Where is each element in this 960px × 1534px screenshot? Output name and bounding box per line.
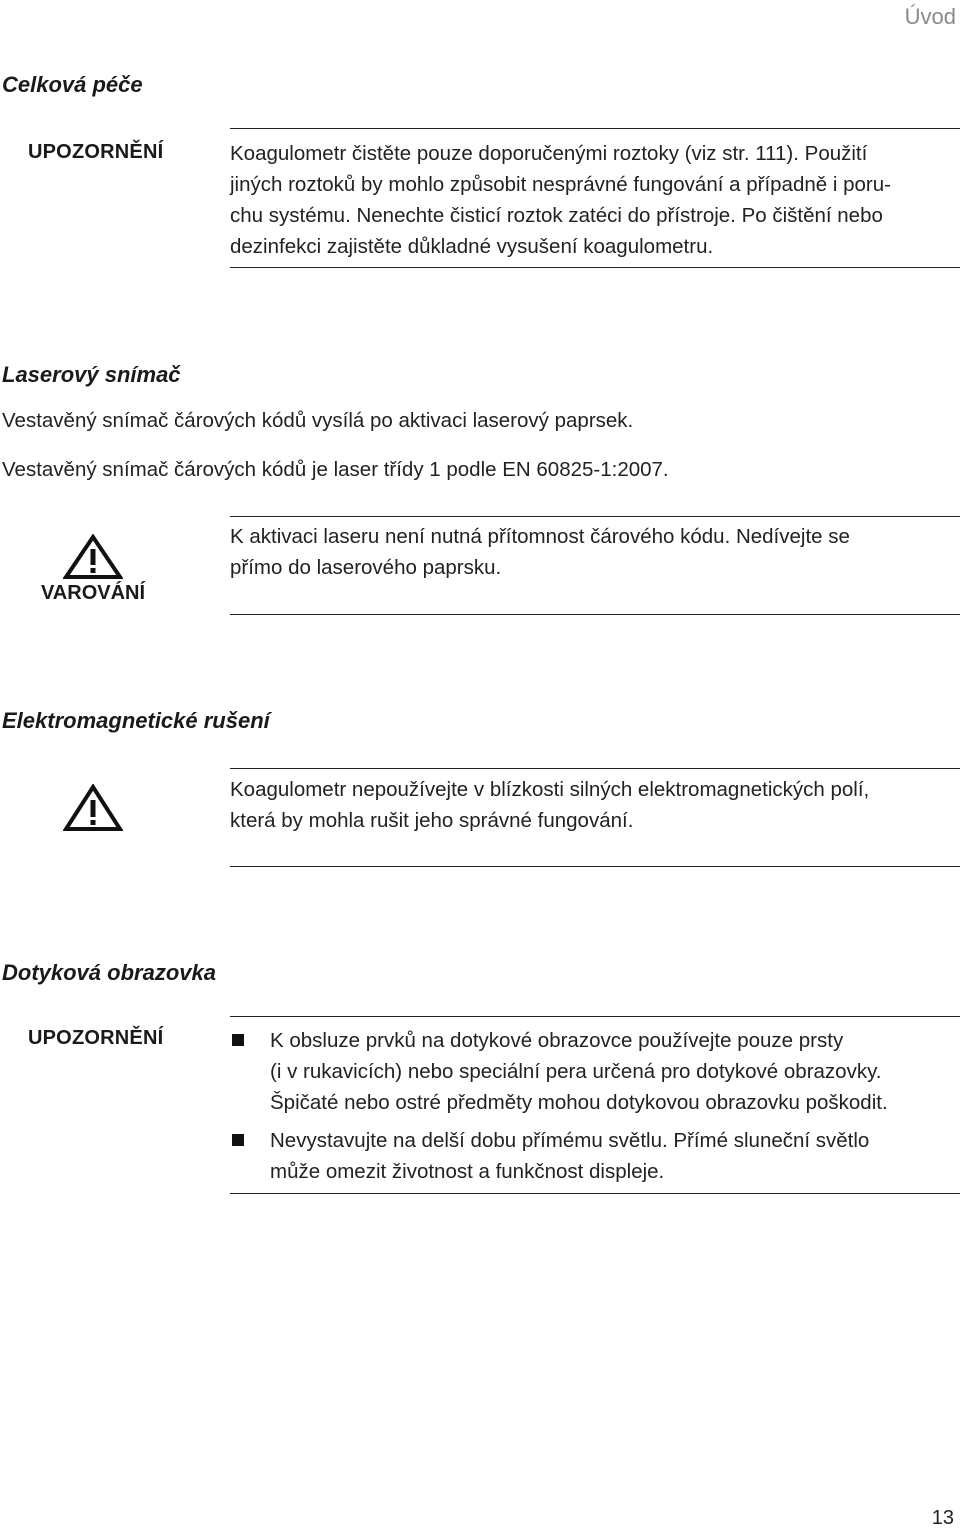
text-line: přímo do laserového paprsku.: [230, 556, 502, 579]
page-number: 13: [931, 1507, 954, 1529]
text-line: Nevystavujte na delší dobu přímému světlu. Přímé sluneční světlo: [270, 1129, 870, 1152]
text-line: chu systému. Nenechte čisticí roztok zatéci do přístroje. Po čištění nebo: [230, 204, 883, 227]
text-line: K obsluze prvků na dotykové obrazovce používejte pouze prsty: [270, 1029, 844, 1052]
notice-text-general-care: [230, 138, 950, 262]
notice-bullet-list: [230, 1025, 960, 1194]
notice-label: UPOZORNĚNÍ: [28, 1027, 164, 1049]
text-line: Špičaté nebo ostré předměty mohou dotykovou obrazovku poškodit.: [270, 1091, 888, 1114]
notice-top-rule: [230, 1016, 960, 1017]
warning-triangle-icon: [28, 784, 158, 832]
text-line: Koagulometr nepoužívejte v blízkosti silných elektromagnetických polí,: [230, 778, 870, 801]
bullet-square-icon: [232, 1034, 244, 1046]
warning-text-em: [230, 774, 950, 836]
section-header-label: Úvod: [904, 4, 956, 29]
section-title-general-care: Celková péče: [2, 72, 143, 97]
warning-top-rule: [230, 516, 960, 517]
list-item: [230, 1125, 960, 1187]
text-line: Koagulometr čistěte pouze doporučenými roztoky (viz str. 111). Použití: [230, 142, 868, 165]
text-line: která by mohla rušit jeho správné fungování.: [230, 809, 634, 832]
text-line: může omezit životnost a funkčnost displeje.: [270, 1160, 665, 1183]
laser-paragraph-1: Vestavěný snímač čárových kódů vysílá po aktivaci laserový paprsek.: [2, 409, 634, 432]
text-line: jiných roztoků by mohlo způsobit nesprávné fungování a případně i poru-: [230, 173, 891, 196]
notice-label: UPOZORNĚNÍ: [28, 141, 164, 163]
warning-top-rule: [230, 768, 960, 769]
warning-bottom-rule: [230, 614, 960, 615]
warning-block-em: [28, 784, 158, 832]
warning-bottom-rule: [230, 866, 960, 867]
warning-block-laser: [28, 534, 158, 605]
laser-paragraph-2: Vestavěný snímač čárových kódů je laser třídy 1 podle EN 60825-1:2007.: [2, 458, 669, 481]
text-line: (i v rukavicích) nebo speciální pera určená pro dotykové obrazovky.: [270, 1060, 882, 1083]
section-title-em-interference: Elektromagnetické rušení: [2, 708, 270, 733]
warning-triangle-icon: [28, 534, 158, 580]
notice-bottom-rule: [230, 267, 960, 268]
warning-label: VAROVÁNÍ: [40, 582, 146, 604]
section-title-touchscreen: Dotyková obrazovka: [2, 960, 216, 985]
text-line: K aktivaci laseru není nutná přítomnost čárového kódu. Nedívejte se: [230, 525, 850, 548]
section-title-laser-scanner: Laserový snímač: [2, 362, 181, 387]
notice-top-rule: [230, 128, 960, 129]
list-item: [230, 1025, 960, 1118]
bullet-square-icon: [232, 1134, 244, 1146]
text-line: dezinfekci zajistěte důkladné vysušení koagulometru.: [230, 235, 714, 258]
notice-bottom-rule: [230, 1193, 960, 1194]
warning-text-laser: [230, 521, 950, 583]
